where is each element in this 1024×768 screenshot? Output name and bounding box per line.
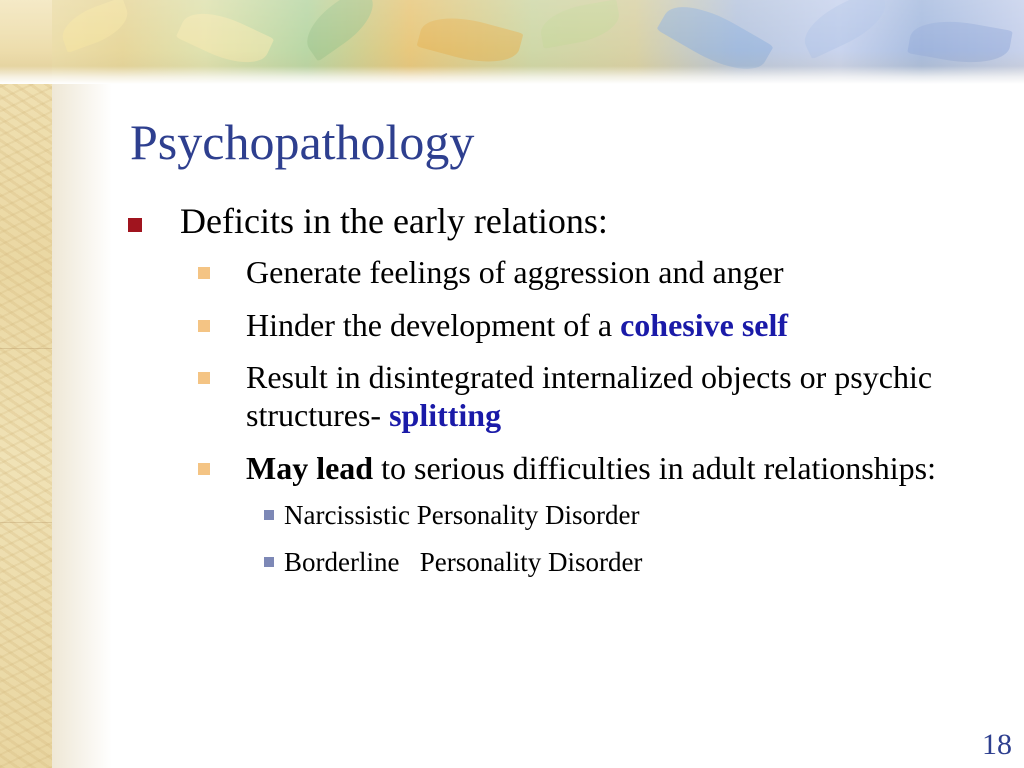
sub-bullet-text: Generate feelings of aggression and anger — [246, 254, 784, 291]
sub-sub-bullet-item — [246, 546, 1008, 578]
square-bullet-icon — [198, 267, 210, 279]
sub-bullet-text: to serious difficulties in adult relationships: — [373, 449, 936, 486]
bold-lead-text: May lead — [246, 449, 374, 486]
sub-bullet-list — [180, 253, 1008, 578]
bullet-text: Deficits in the early relations: — [180, 201, 608, 241]
decorative-top-banner — [0, 0, 1024, 84]
square-bullet-icon — [264, 510, 274, 520]
sub-bullet-item — [180, 449, 1008, 578]
sub-bullet-text: Hinder the development of a — [246, 306, 621, 343]
sub-bullet-item — [180, 253, 1008, 291]
page-number: 18 — [982, 728, 1012, 761]
square-bullet-icon — [128, 218, 142, 232]
sub-sub-bullet-text: Narcissistic Personality Disorder — [284, 500, 640, 531]
square-bullet-icon — [264, 557, 274, 567]
square-bullet-icon — [198, 320, 210, 332]
square-bullet-icon — [198, 463, 210, 475]
sub-bullet-item — [180, 306, 1008, 344]
highlight-term: splitting — [389, 397, 502, 434]
bullet-item-level1 — [128, 200, 1008, 578]
bullet-list — [128, 200, 1008, 592]
sub-sub-bullet-text: Borderline Personality Disorder — [284, 546, 643, 577]
sub-sub-bullet-list — [246, 499, 1008, 578]
sub-sub-bullet-item — [246, 499, 1008, 531]
square-bullet-icon — [198, 372, 210, 384]
decorative-band-shadow — [52, 84, 112, 768]
slide-title: Psychopathology — [130, 114, 475, 170]
decorative-left-band — [0, 0, 52, 768]
sub-bullet-text: Result in disintegrated internalized objects or psychic structures- — [246, 358, 933, 434]
sub-bullet-item — [180, 358, 1008, 435]
highlight-term: cohesive self — [620, 306, 789, 343]
